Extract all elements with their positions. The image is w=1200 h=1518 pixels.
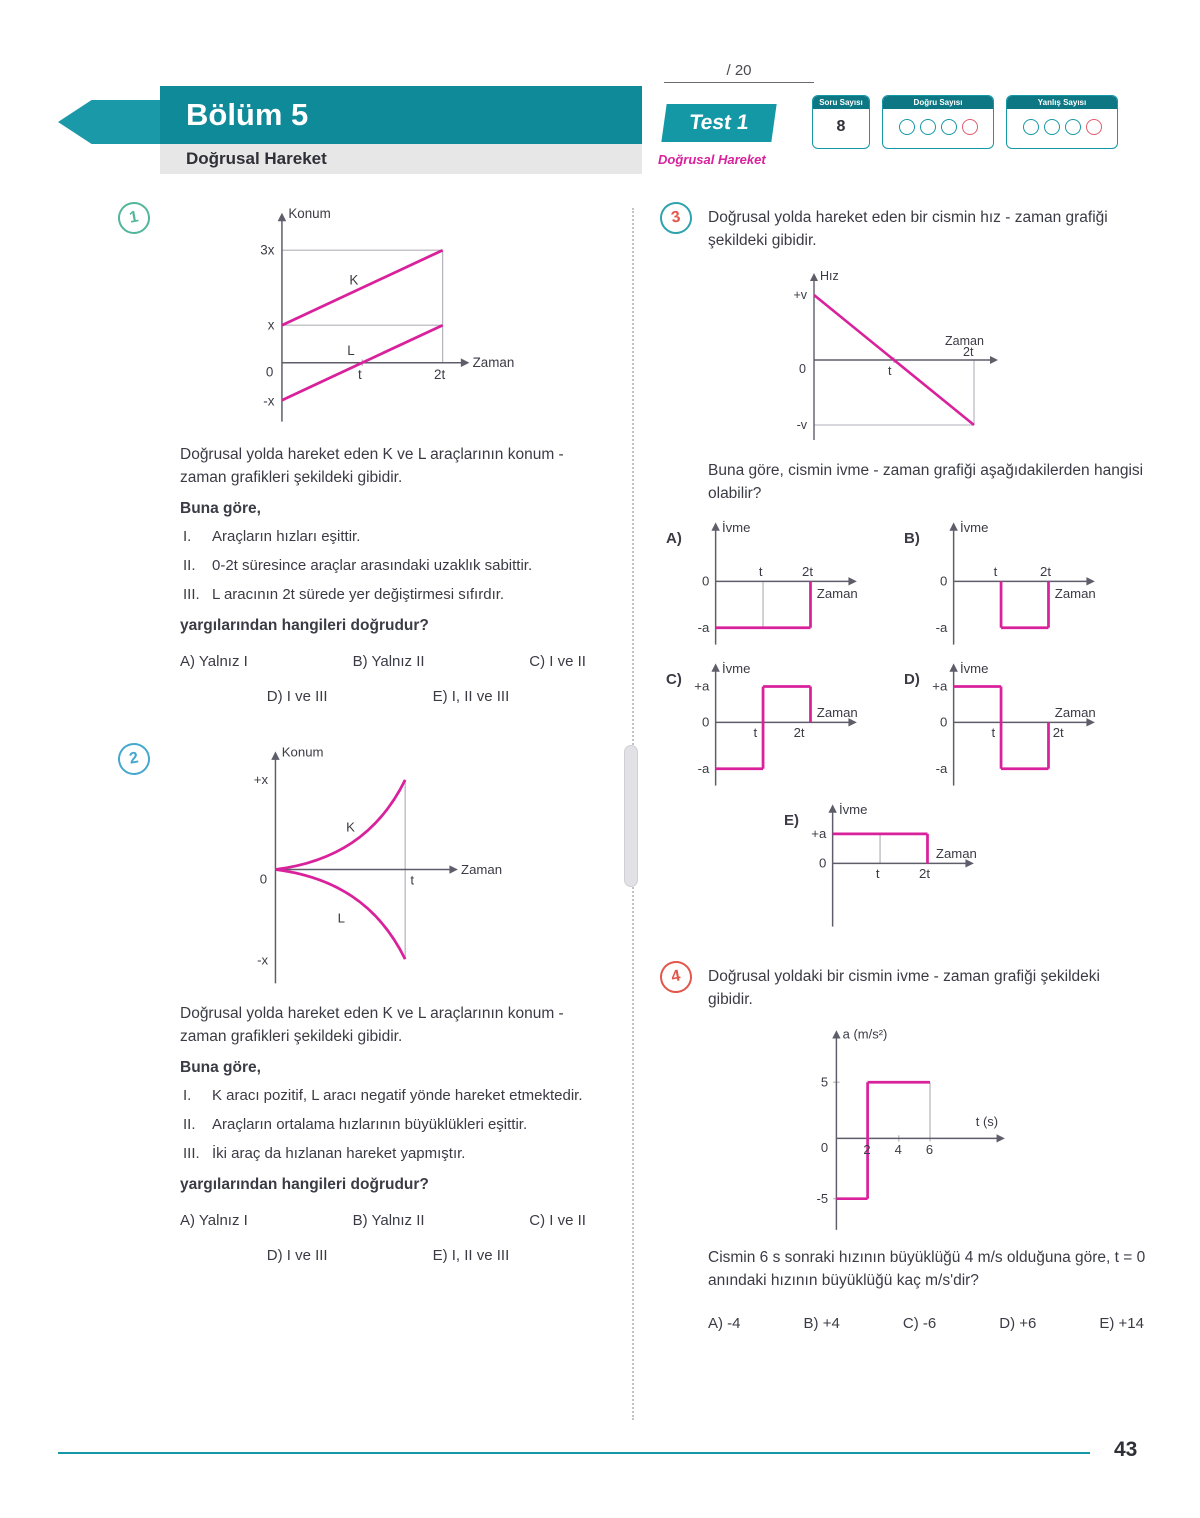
question-prompt: Buna göre, cismin ivme - zaman grafiği aşağıdakilerden hangisi olabilir? — [708, 461, 1144, 502]
option-c: C) I ve II — [529, 653, 586, 671]
answer-options-row — [180, 1247, 596, 1264]
statement-item — [180, 1114, 596, 1136]
series-label-K: K — [346, 820, 355, 836]
q4-acceleration-time-graph — [774, 1024, 1034, 1237]
guide-lines — [282, 250, 443, 366]
bubble-icon — [1023, 119, 1039, 135]
chapter-title-bar — [160, 144, 642, 174]
tick-negx: -x — [263, 393, 275, 409]
tick-0: 0 — [939, 573, 948, 589]
question-2 — [118, 743, 596, 1264]
tick-t: t — [758, 563, 763, 579]
choice-C — [666, 657, 904, 794]
tick-nega: -a — [697, 760, 710, 776]
y-axis-label: Konum — [288, 206, 331, 222]
tracker-bubbles — [1007, 109, 1117, 145]
x-axis-label: Zaman — [816, 585, 858, 601]
series-label-L: L — [347, 343, 355, 359]
choice-B — [904, 516, 1142, 653]
choice-C-graph — [684, 657, 879, 794]
acceleration-line — [953, 686, 1048, 768]
statement-text: 0-2t süresince araçlar arasındaki uzaklık sabittir. — [212, 556, 533, 574]
y-axis-label: a (m/s²) — [842, 1026, 888, 1042]
statement-item — [180, 555, 596, 577]
x-axis-label: Zaman — [945, 333, 984, 348]
statement-item — [180, 1143, 596, 1165]
y-axis-label: Hız — [820, 268, 839, 283]
question-1 — [118, 202, 596, 705]
acceleration-line — [1001, 581, 1048, 627]
x-axis-label: Zaman — [935, 845, 977, 861]
tick-t: t — [875, 865, 880, 881]
chapter-title: Doğrusal Hareket — [186, 149, 327, 168]
statement-text: Araçların hızları eşittir. — [212, 528, 361, 546]
statement-numeral: II. — [183, 1115, 196, 1133]
tick-neg5: -5 — [816, 1190, 829, 1206]
tick-negv: -v — [796, 417, 807, 432]
tick-0: 0 — [265, 364, 274, 380]
y-axis-label: Konum — [281, 745, 324, 761]
tracker-correct-count — [882, 95, 994, 149]
acceleration-step-line — [836, 1082, 930, 1198]
tick-posa: +a — [811, 825, 827, 841]
y-axis-label: İvme — [959, 660, 989, 676]
answer-options-row — [708, 1315, 1148, 1332]
bubble-icon — [920, 119, 936, 135]
tick-2t: 2t — [1052, 724, 1064, 740]
tick-2t: 2t — [1039, 563, 1051, 579]
tick-posa: +a — [932, 678, 948, 694]
bubble-icon — [899, 119, 915, 135]
bubble-icon — [1065, 119, 1081, 135]
watermark-strip — [624, 745, 638, 887]
y-axis-label: İvme — [721, 660, 751, 676]
statement-numeral: III. — [183, 1144, 200, 1162]
tick-t: t — [410, 872, 415, 888]
tick-x: x — [267, 317, 275, 333]
tick-posx: +x — [253, 772, 269, 788]
option-b: B) Yalnız II — [352, 1212, 425, 1230]
q2-position-time-graph — [228, 743, 518, 991]
option-b: B) +4 — [803, 1314, 840, 1332]
question-number-badge: 2 — [115, 741, 152, 778]
question-intro: Doğrusal yolda hareket eden K ve L araçlarının konum - zaman grafikleri şekildeki gibidir. — [180, 446, 564, 487]
choice-letter: B) — [904, 529, 920, 547]
x-axis-label: Zaman — [461, 862, 503, 878]
tracker-label: Yanlış Sayısı — [1007, 96, 1117, 109]
choice-E-graph — [801, 798, 996, 935]
tick-2t: 2t — [801, 563, 813, 579]
choice-E — [784, 798, 1142, 935]
statement-numeral: I. — [183, 528, 192, 546]
tick-t: t — [991, 724, 996, 740]
tick-2t: 2t — [919, 865, 931, 881]
choice-graphs — [660, 516, 1148, 935]
left-column — [118, 202, 596, 1264]
tracker-label: Soru Sayısı — [813, 96, 869, 109]
q1-position-time-graph — [223, 202, 523, 432]
choice-D — [904, 657, 1142, 794]
option-c: C) -6 — [902, 1314, 937, 1332]
option-e: E) I, II ve III — [432, 1247, 510, 1265]
question-intro: Doğrusal yolda hareket eden K ve L araçlarının konum - zaman grafikleri şekildeki gibidir. — [180, 1005, 564, 1046]
bubble-icon — [1044, 119, 1060, 135]
tick-2: 2 — [863, 1141, 871, 1157]
y-axis-label: İvme — [838, 801, 868, 817]
choice-A-graph — [684, 516, 879, 653]
tick-0: 0 — [701, 714, 710, 730]
y-axis-label: İvme — [721, 519, 751, 535]
score-line: / 20 — [664, 62, 814, 83]
choice-D-graph — [922, 657, 1117, 794]
statement-item — [180, 584, 596, 606]
tick-t: t — [888, 363, 892, 378]
option-e: E) +14 — [1099, 1314, 1144, 1332]
choice-letter: C) — [666, 670, 682, 688]
tick-2t: 2t — [963, 344, 974, 359]
answer-trackers — [812, 95, 1118, 149]
x-axis-label: Zaman — [816, 704, 858, 720]
tick-6: 6 — [925, 1141, 934, 1157]
statement-text: İki araç da hızlanan hareket yapmıştır. — [212, 1144, 466, 1162]
statement-item — [180, 1085, 596, 1107]
tick-posv: +v — [793, 287, 807, 302]
bubble-icon — [962, 119, 978, 135]
option-d: D) I ve III — [266, 1247, 328, 1265]
x-axis-label: Zaman — [1054, 704, 1096, 720]
line-K — [282, 250, 443, 325]
tick-negx: -x — [257, 952, 269, 968]
statement-text: L aracının 2t sürede yer değiştirmesi sıfırdır. — [212, 585, 505, 603]
choice-letter: D) — [904, 670, 920, 688]
tick-3x: 3x — [260, 242, 275, 258]
choice-A — [666, 516, 904, 653]
x-axis-label: Zaman — [1054, 585, 1096, 601]
tick-2t: 2t — [793, 724, 805, 740]
tick-nega: -a — [697, 619, 710, 635]
statement-numeral: III. — [183, 585, 200, 603]
statement-text: Araçların ortalama hızlarının büyüklükleri eşittir. — [212, 1115, 528, 1133]
right-column — [660, 202, 1148, 1332]
question-prompt: Cismin 6 s sonraki hızının büyüklüğü 4 m/s olduğuna göre, t = 0 anındaki hızının büyüklüğü kaç m/s'dir? — [708, 1248, 1146, 1289]
option-a: A) Yalnız I — [180, 653, 248, 671]
choice-letter: A) — [666, 529, 682, 547]
option-c: C) I ve II — [529, 1212, 586, 1230]
footer-rule — [58, 1452, 1090, 1454]
bubble-icon — [941, 119, 957, 135]
guide-lines — [814, 357, 974, 425]
tick-0: 0 — [799, 361, 806, 376]
question-number-badge: 4 — [657, 958, 694, 995]
chapter-label: Bölüm 5 — [186, 97, 309, 132]
option-e: E) I, II ve III — [432, 688, 510, 706]
option-d: D) +6 — [999, 1314, 1037, 1332]
tick-4: 4 — [894, 1141, 902, 1157]
test-subtitle: Doğrusal Hareket — [658, 152, 766, 167]
bubble-icon — [1086, 119, 1102, 135]
choice-letter: E) — [784, 811, 799, 829]
question-intro: Doğrusal yoldaki bir cismin ivme - zaman grafiği şekildeki gibidir. — [708, 967, 1100, 1008]
option-b: B) Yalnız II — [352, 653, 425, 671]
curve-K — [275, 780, 405, 870]
chapter-banner — [160, 86, 642, 144]
answer-options-row — [180, 1212, 596, 1229]
tracker-question-count — [812, 95, 870, 149]
statement-numeral: II. — [183, 556, 196, 574]
tick-5: 5 — [820, 1074, 829, 1090]
tick-0: 0 — [820, 1139, 829, 1155]
tick-posa: +a — [694, 678, 710, 694]
page-number: 43 — [1114, 1438, 1138, 1461]
option-a: A) -4 — [708, 1314, 741, 1332]
tracker-bubbles — [883, 109, 993, 145]
tracker-value: 8 — [836, 118, 846, 135]
statement-text: K aracı pozitif, L aracı negatif yönde hareket etmektedir. — [212, 1087, 583, 1105]
tick-nega: -a — [935, 619, 948, 635]
question-closing: yargılarından hangileri doğrudur? — [180, 1176, 429, 1194]
test-label: Test 1 — [687, 111, 751, 134]
series-label-K: K — [349, 272, 359, 288]
tick-t: t — [358, 366, 362, 382]
test-badge — [661, 104, 776, 142]
series-label-L: L — [337, 910, 346, 926]
question-lead: Buna göre, — [180, 500, 261, 518]
guide-lines — [833, 1082, 930, 1198]
tick-0: 0 — [701, 573, 710, 589]
answer-options-row — [180, 688, 596, 705]
answer-options-row — [180, 653, 596, 670]
question-4 — [660, 961, 1148, 1332]
statement-item — [180, 526, 596, 548]
question-number-badge: 3 — [657, 199, 694, 236]
q3-velocity-time-graph — [764, 265, 1044, 450]
tick-0: 0 — [818, 855, 827, 871]
choice-B-graph — [922, 516, 1117, 653]
tick-t: t — [753, 724, 758, 740]
tracker-label: Doğru Sayısı — [883, 96, 993, 109]
question-lead: Buna göre, — [180, 1059, 261, 1077]
x-axis-label: Zaman — [472, 354, 515, 370]
x-axis-label: t (s) — [975, 1113, 999, 1129]
tick-2t: 2t — [434, 366, 446, 382]
question-closing: yargılarından hangileri doğrudur? — [180, 617, 429, 635]
option-a: A) Yalnız I — [180, 1212, 248, 1230]
statement-numeral: I. — [183, 1087, 192, 1105]
option-d: D) I ve III — [266, 688, 328, 706]
chapter-ribbon-fold — [58, 100, 170, 144]
tick-0: 0 — [259, 871, 268, 887]
tick-t: t — [993, 563, 998, 579]
question-intro: Doğrusal yolda hareket eden bir cismin hız - zaman grafiği şekildeki gibidir. — [708, 209, 1108, 249]
question-number-badge: 1 — [115, 199, 152, 236]
tracker-wrong-count — [1006, 95, 1118, 149]
tick-0: 0 — [939, 714, 948, 730]
tick-nega: -a — [935, 760, 948, 776]
question-3 — [660, 202, 1148, 935]
y-axis-label: İvme — [959, 519, 989, 535]
